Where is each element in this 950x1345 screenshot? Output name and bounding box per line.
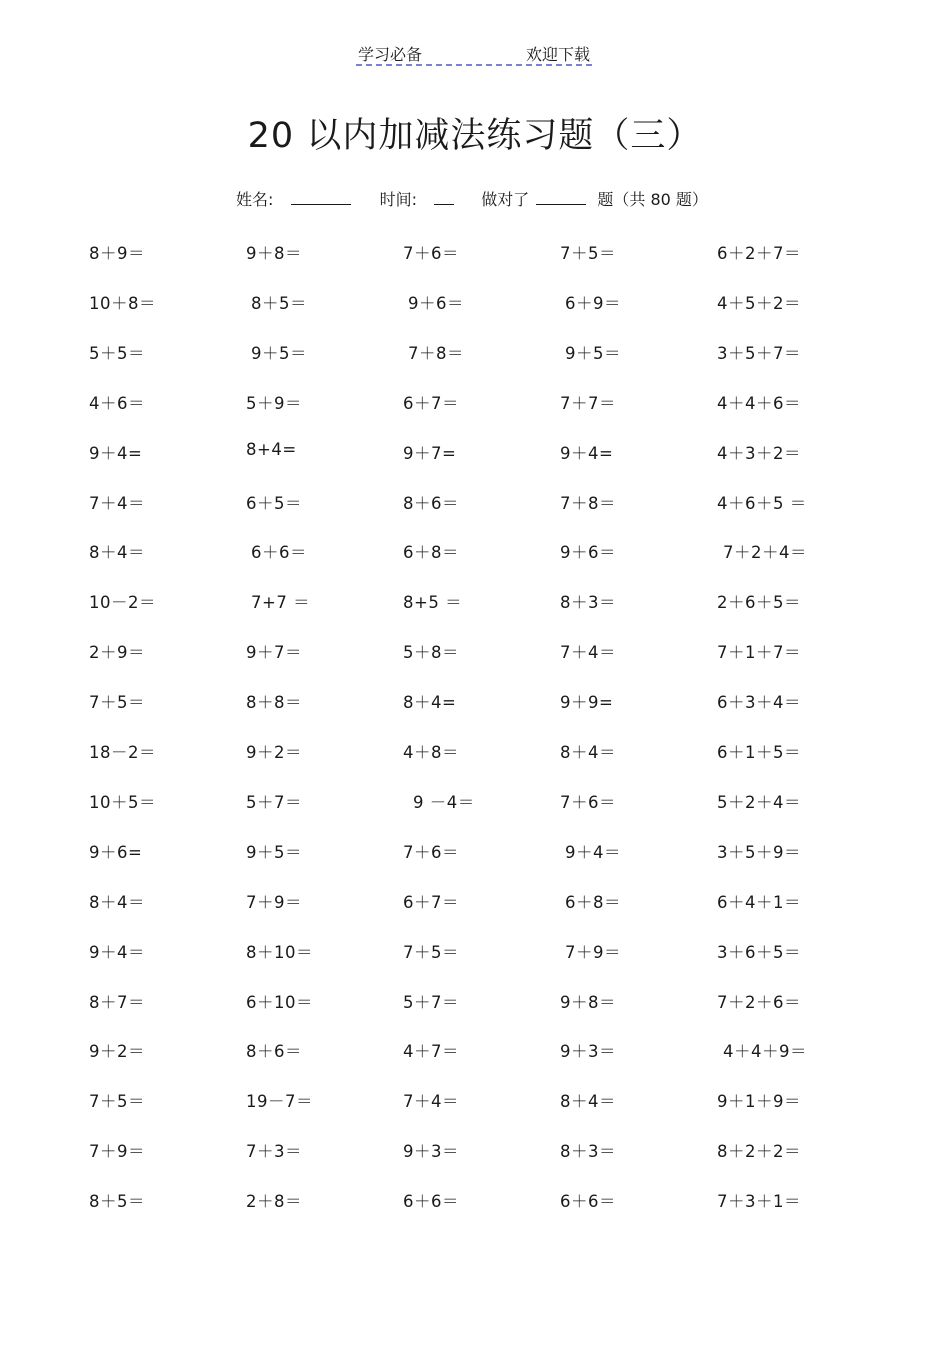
problem-cell: 6＋5＝	[246, 493, 302, 513]
problem-cell: 9＋4＝	[89, 942, 145, 962]
problem-cell: 10＋5＝	[89, 792, 156, 812]
problem-cell: 6＋1＋5＝	[717, 743, 801, 762]
problem-cell: 9＋8＝	[246, 244, 302, 263]
problem-cell: 6＋8＝	[565, 892, 621, 912]
problem-cell: 2＋8＝	[246, 1192, 302, 1212]
problem-cell: 5＋7＝	[246, 792, 302, 812]
problem-cell: 4＋4＋6＝	[717, 393, 801, 413]
problem-cell: 5＋7＝	[403, 992, 459, 1012]
problem-cell: 7＋4＝	[403, 1092, 459, 1112]
problem-cell: 3＋6＋5＝	[717, 942, 801, 962]
problem-cell: 7＋5＝	[89, 693, 145, 713]
problem-cell: 10＋8＝	[89, 293, 156, 313]
problem-cell: 5＋9＝	[246, 393, 302, 413]
problem-cell: 9＋5＝	[565, 343, 621, 363]
problem-cell: 6＋7＝	[403, 892, 459, 912]
problem-cell: 7＋5＝	[560, 244, 616, 263]
problem-cell: 9＋6＝	[560, 543, 616, 563]
problem-cell: 6＋10＝	[246, 992, 313, 1012]
problem-cell: 6＋9＝	[565, 293, 621, 313]
problem-cell: 9＋5＝	[246, 842, 302, 862]
problem-cell: 7＋9＝	[565, 942, 621, 962]
problem-cell: 2＋6＋5＝	[717, 593, 801, 613]
problem-cell: 9＋8＝	[560, 992, 616, 1012]
tail-label: 题（共 80 题）	[597, 190, 708, 209]
problem-cell: 6＋8＝	[403, 543, 459, 563]
problem-cell: 5＋5＝	[89, 343, 145, 363]
problem-cell: 10－2＝	[89, 593, 156, 613]
problem-cell: 19－7＝	[246, 1092, 313, 1112]
problem-cell: 8＋4＝	[560, 743, 616, 762]
problem-cell: 4＋3＋2＝	[717, 443, 801, 463]
problem-cell: 9＋6=	[89, 842, 143, 862]
problem-cell: 8＋3＝	[560, 593, 616, 613]
problem-cell: 6＋6＝	[403, 1192, 459, 1212]
problem-cell: 7＋6＝	[403, 244, 459, 263]
name-label: 姓名:	[236, 190, 274, 209]
problem-cell: 8+4=	[246, 439, 297, 459]
problem-cell: 8＋6＝	[246, 1042, 302, 1062]
problem-cell: 8＋2＋2＝	[717, 1142, 801, 1162]
problem-cell: 6＋2＋7＝	[717, 244, 801, 263]
problem-cell: 7＋3＝	[246, 1142, 302, 1162]
problem-cell: 8＋5＝	[251, 293, 307, 313]
problem-cell: 7＋9＝	[246, 892, 302, 912]
problem-cell: 9＋9=	[560, 693, 614, 713]
problem-cell: 6＋6＝	[560, 1192, 616, 1212]
problem-cell: 8＋10＝	[246, 942, 313, 962]
problem-cell: 8＋7＝	[89, 992, 145, 1012]
problem-cell: 3＋5＋7＝	[717, 343, 801, 363]
problem-cell: 9＋3＝	[560, 1042, 616, 1062]
problem-cell: 8+5 ＝	[403, 593, 463, 613]
problem-cell: 8＋5＝	[89, 1192, 145, 1212]
problem-cell: 9＋4=	[89, 443, 143, 463]
problem-cell: 9＋6＝	[408, 293, 464, 313]
problem-cell: 8＋9＝	[89, 244, 145, 263]
problem-cell: 7＋5＝	[403, 942, 459, 962]
problem-cell: 8＋6＝	[403, 493, 459, 513]
problem-cell: 7＋3＋1＝	[717, 1192, 801, 1212]
problem-cell: 9＋2＝	[89, 1042, 145, 1062]
problem-cell: 7＋6＝	[560, 792, 616, 812]
problem-cell: 8＋4=	[403, 693, 457, 713]
problem-cell: 4＋4＋9＝	[723, 1042, 807, 1062]
problem-cell: 4＋6＝	[89, 393, 145, 413]
problem-cell: 7+7 ＝	[251, 593, 311, 613]
problem-cell: 5＋8＝	[403, 643, 459, 663]
problem-cell: 6＋4＋1＝	[717, 892, 801, 912]
problem-cell: 8＋4＝	[89, 892, 145, 912]
time-label: 时间:	[379, 190, 417, 209]
problem-cell: 9＋3＝	[403, 1142, 459, 1162]
problem-cell: 7＋5＝	[89, 1092, 145, 1112]
problem-cell: 9 －4＝	[413, 792, 475, 812]
problem-cell: 7＋2＋6＝	[717, 992, 801, 1012]
problem-cell: 4＋8＝	[403, 743, 459, 762]
header-left-text: 学习必备	[358, 45, 423, 64]
problem-cell: 5＋2＋4＝	[717, 792, 801, 812]
problem-cell: 7＋4＝	[560, 643, 616, 663]
problem-cell: 8＋4＝	[89, 543, 145, 563]
problem-cell: 9＋5＝	[251, 343, 307, 363]
problem-cell: 4＋7＝	[403, 1042, 459, 1062]
problem-cell: 9＋7＝	[246, 643, 302, 663]
problem-cell: 9＋1＋9＝	[717, 1092, 801, 1112]
problem-cell: 4＋5＋2＝	[717, 293, 801, 313]
correct-label: 做对了	[481, 190, 530, 209]
problem-cell: 6＋7＝	[403, 393, 459, 413]
problem-cell: 8＋4＝	[560, 1092, 616, 1112]
name-blank	[291, 190, 351, 205]
problem-cell: 9＋4＝	[565, 842, 621, 862]
problem-cell: 3＋5＋9＝	[717, 842, 801, 862]
header-right-text: 欢迎下载	[525, 45, 590, 64]
problem-cell: 9＋2＝	[246, 743, 302, 762]
problem-cell: 7＋9＝	[89, 1142, 145, 1162]
info-line	[236, 187, 708, 210]
problem-cell: 9＋7=	[403, 443, 457, 463]
problem-cell: 7＋4＝	[89, 493, 145, 513]
problem-cell: 7＋7＝	[560, 393, 616, 413]
problem-cell: 7＋2＋4＝	[723, 543, 807, 563]
problem-cell: 7＋8＝	[560, 493, 616, 513]
problem-cell: 7＋8＝	[408, 343, 464, 363]
correct-blank	[536, 190, 586, 205]
problem-cell: 18－2＝	[89, 743, 156, 762]
page-title: 20 以内加减法练习题（三）	[247, 116, 703, 156]
problem-cell: 9＋4=	[560, 443, 614, 463]
page-header	[356, 40, 592, 66]
problem-cell: 7＋1＋7＝	[717, 643, 801, 663]
problem-cell: 8＋3＝	[560, 1142, 616, 1162]
problem-cell: 4＋6＋5 ＝	[717, 493, 807, 513]
time-blank	[434, 190, 454, 205]
problem-cell: 2＋9＝	[89, 643, 145, 663]
problem-cell: 6＋6＝	[251, 543, 307, 563]
problem-cell: 6＋3＋4＝	[717, 693, 801, 713]
problem-cell: 7＋6＝	[403, 842, 459, 862]
problem-cell: 8＋8＝	[246, 693, 302, 713]
